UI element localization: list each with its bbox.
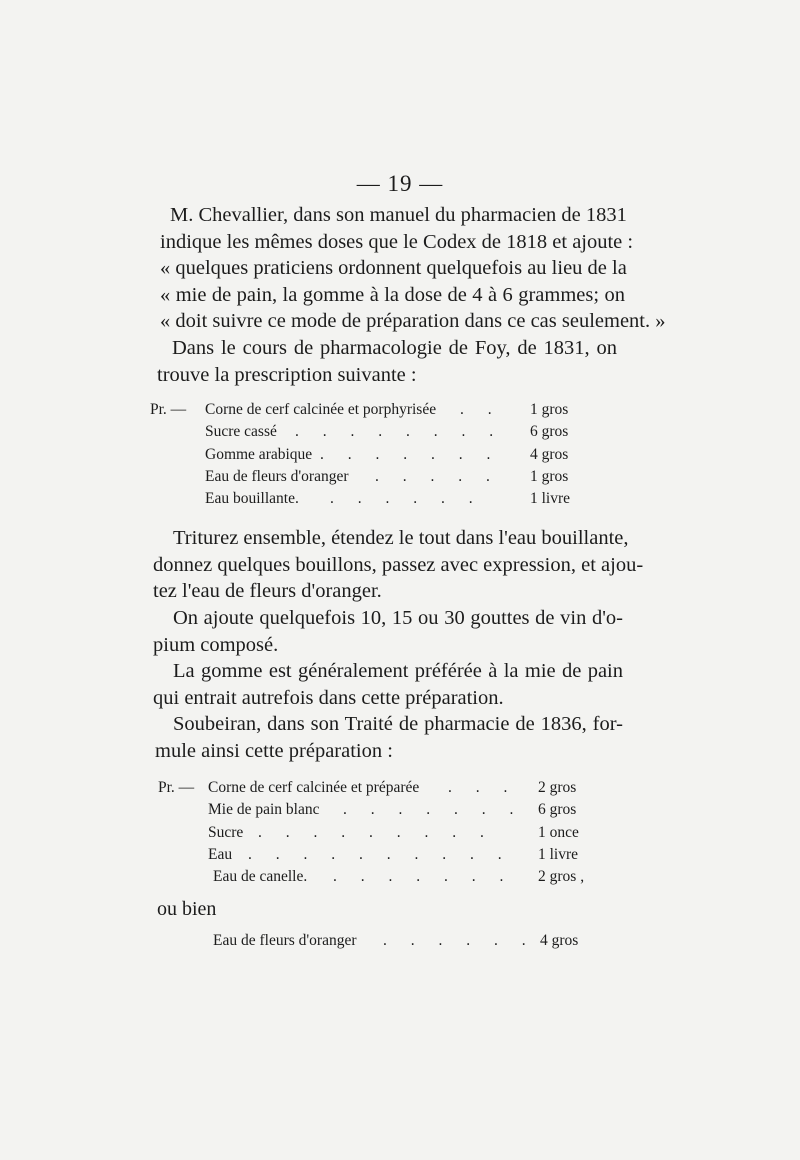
text-line: La gomme est généralement préférée à la mie de pain [173, 660, 623, 682]
page-number: — 19 — [356, 171, 444, 196]
ingredient: Mie de pain blanc [208, 801, 320, 819]
recipe-row [150, 444, 590, 466]
ingredient: Eau de canelle. [213, 868, 308, 886]
recipe-row [158, 844, 598, 866]
leader-dots: . . . . . [375, 467, 500, 485]
text-line: donnez quelques bouillons, passez avec expression, et ajou- [153, 553, 644, 576]
text-line: « quelques praticiens ordonnent quelquefois au lieu de la [160, 257, 627, 279]
text-line: M. Chevallier, dans son manuel du pharmacien de 1831 [170, 204, 627, 226]
leader-dots: . . . . . . . [333, 868, 514, 886]
recipe-row [150, 421, 590, 443]
quantity: 4 gros [540, 932, 579, 949]
recipe-row [150, 488, 590, 510]
leader-dots: . . . [448, 779, 518, 796]
ingredient: Eau bouillante. [205, 490, 299, 508]
leader-dots: . . . . . . [383, 932, 536, 949]
recipe-alternative [158, 930, 598, 952]
quantity: 1 livre [530, 490, 571, 508]
quantity: 6 gros [538, 801, 577, 819]
leader-dots: . . . . . . . . [295, 423, 504, 441]
ingredient: Gomme arabique [205, 445, 313, 463]
ingredient: Eau [208, 845, 233, 863]
quantity: 2 gros [538, 779, 577, 796]
text-line: tez l'eau de fleurs d'oranger. [153, 580, 382, 602]
ingredient: Sucre [208, 823, 244, 841]
recipe-row [150, 399, 590, 421]
ingredient: Corne de cerf calcinée et porphyrisée [205, 401, 437, 418]
text-line: « mie de pain, la gomme à la dose de 4 à 6 grammes; on [160, 283, 625, 306]
paragraph-foy [157, 335, 617, 388]
recipe-row [158, 799, 598, 821]
recipe-soubeiran [158, 777, 598, 888]
recipe-row [158, 822, 598, 844]
leader-dots: . . . . . . . [320, 445, 501, 463]
recipe-prefix: Pr. — [158, 779, 195, 796]
ingredient: Corne de cerf calcinée et préparée [208, 779, 420, 796]
text-line: On ajoute quelquefois 10, 15 ou 30 gouttes de vin d'o- [173, 607, 623, 629]
quantity: 4 gros [530, 445, 569, 463]
quantity: 1 livre [538, 845, 579, 863]
leader-dots: . . . . . . . . . [258, 823, 494, 841]
text-line: Dans le cours de pharmacologie de Foy, de 1831, on [172, 337, 617, 359]
ou-bien-text: ou bien [157, 898, 217, 920]
quantity: 1 gros [530, 401, 569, 418]
quantity: 2 gros , [538, 868, 585, 886]
recipe-foy [150, 399, 590, 510]
text-line: qui entrait autrefois dans cette préparation. [153, 686, 504, 709]
leader-dots: . . [460, 401, 502, 418]
text-line: « doit suivre ce mode de préparation dans ce cas seulement. » [160, 310, 666, 332]
text-line: trouve la prescription suivante : [157, 363, 417, 386]
ingredient: Sucre cassé [205, 423, 277, 441]
paragraph-soubeiran [155, 711, 623, 764]
text-line: Soubeiran, dans son Traité de pharmacie de 1836, for- [173, 713, 623, 735]
leader-dots: . . . . . . . [343, 801, 524, 819]
recipe-row [158, 866, 598, 888]
paragraph-gomme [153, 658, 623, 711]
leader-dots: . . . . . . [330, 490, 483, 508]
quantity: 6 gros [530, 423, 569, 441]
recipe-row [150, 466, 590, 488]
recipe-row [158, 777, 598, 799]
paragraph-chevallier [160, 202, 666, 335]
text-line: indique les mêmes doses que le Codex de 1818 et ajoute : [160, 230, 634, 253]
paragraph-triturez [153, 525, 644, 605]
quantity: 1 once [538, 823, 579, 841]
paragraph-gouttes [153, 605, 623, 658]
leader-dots: . . . . . . . . . . [248, 845, 512, 863]
text-line: Triturez ensemble, étendez le tout dans l'eau bouillante, [173, 527, 629, 549]
text-line: mule ainsi cette préparation : [155, 739, 393, 762]
quantity: 1 gros [530, 467, 569, 485]
text-line: pium composé. [153, 633, 279, 656]
recipe-row [158, 930, 598, 952]
ingredient: Eau de fleurs d'oranger [213, 932, 357, 949]
recipe-prefix: Pr. — [150, 401, 187, 418]
ingredient: Eau de fleurs d'oranger [205, 467, 349, 485]
